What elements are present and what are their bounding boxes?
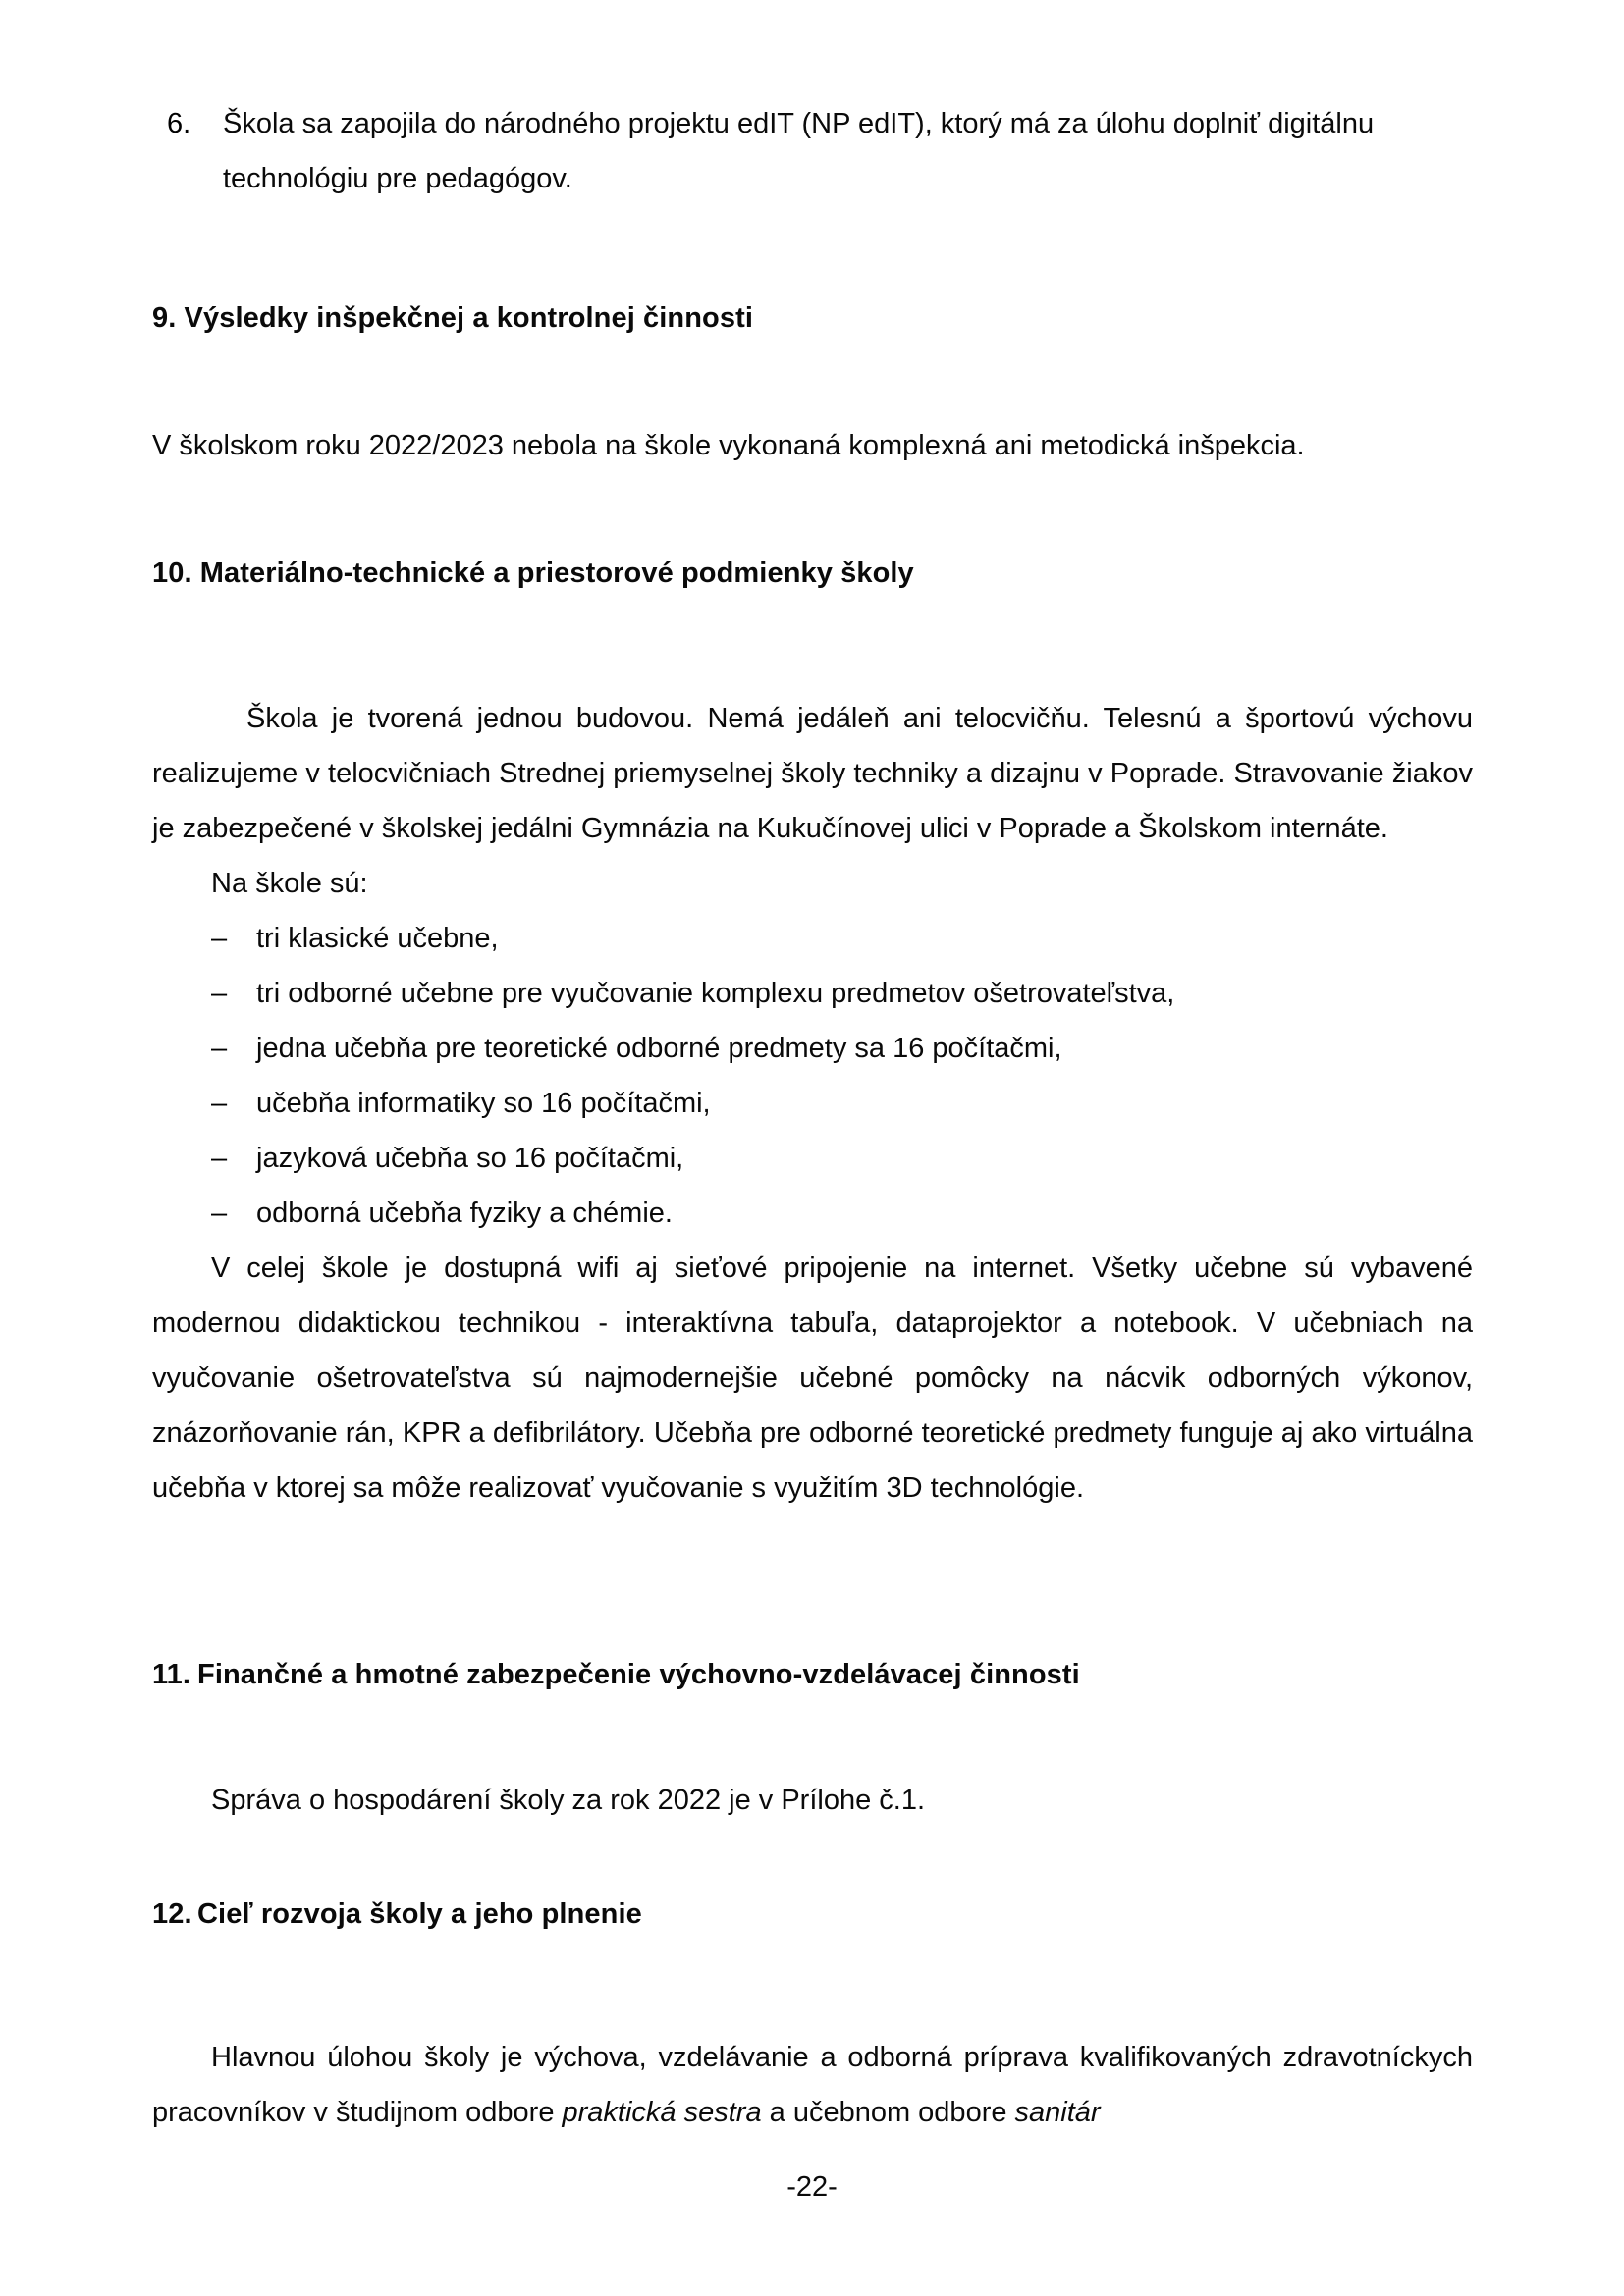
list-item-text: jazyková učebňa so 16 počítačmi, <box>256 1143 684 1174</box>
paragraph-italic-sanitar: sanitár <box>1014 2097 1101 2128</box>
paragraph-section-12 <box>152 2030 1473 2140</box>
heading-number: 11. <box>152 1659 191 1690</box>
list-item <box>152 1131 1473 1186</box>
dash-bullet-icon: – <box>211 1033 228 1064</box>
page-content <box>152 0 1473 2140</box>
dash-list-classrooms <box>152 911 1473 1241</box>
list-item-text: tri odborné učebne pre vyučovanie komplexu predmetov ošetrovateľstva, <box>256 978 1175 1009</box>
paragraph-section-11: Správa o hospodárení školy za rok 2022 je v Prílohe č.1. <box>211 1785 926 1816</box>
heading-section-10: 10. Materiálno-technické a priestorové podmienky školy <box>152 558 914 589</box>
top-margin-spacer <box>152 0 1473 63</box>
section-gap <box>152 206 1473 269</box>
paragraph-school-building: Škola je tvorená jednou budovou. Nemá jedáleň ani telocvičňu. Telesnú a športovú výchovu realizujeme v telocvičniach Strednej priemyselnej školy techniky a dizajnu v Poprade. Stravovanie žiakov je zabezpečené v školskej jedálni Gymnázia na Kukučínovej ulici v Poprade a Školskom internáte. <box>152 703 1473 844</box>
heading-section-9: 9. Výsledky inšpekčnej a kontrolnej činnosti <box>152 302 753 334</box>
section-gap <box>152 1828 1473 1873</box>
list-item-text: odborná učebňa fyziky a chémie. <box>256 1198 673 1229</box>
list-item-marker: 6. <box>167 108 191 139</box>
list-item <box>152 1186 1473 1241</box>
paragraph-equipment: V celej škole je dostupná wifi aj sieťové pripojenie na internet. Všetky učebne sú vybavené modernou didaktickou technikou - interaktívna tabuľa, dataprojektor a notebook. V učebniach na vyučovanie ošetrovateľstva sú najmodernejšie učebné pomôcky na nácvik odborných výkonov, znázorňovanie rán, KPR a defibrilátory. Učebňa pre odborné teoretické predmety funguje aj ako virtuálna učebňa v ktorej sa môže realizovať vyučovanie s využitím 3D technológie. <box>152 1253 1473 1504</box>
heading-gap <box>152 1702 1473 1765</box>
paragraph-run-2: a učebnom odbore <box>761 2097 1015 2128</box>
heading-gap <box>152 346 1473 408</box>
paragraph-na-skole-su: Na škole sú: <box>211 868 368 899</box>
list-item <box>152 96 1473 206</box>
dash-bullet-icon: – <box>211 923 228 954</box>
numbered-list-top <box>152 96 1473 206</box>
paragraph-run-1: Hlavnou úlohou školy je výchova, vzdelávanie a odborná príprava kvalifikovaných zdravotníckych pracovníkov v študijnom odbore <box>152 2042 1473 2128</box>
heading-section-12 <box>152 1887 1473 1942</box>
list-item-text: jedna učebňa pre teoretické odborné predmety sa 16 počítačmi, <box>256 1033 1062 1064</box>
list-item <box>152 1076 1473 1131</box>
paragraph-italic-praktricka-sestra: praktická sestra <box>562 2097 762 2128</box>
heading-text: Cieľ rozvoja školy a jeho plnenie <box>197 1898 642 1930</box>
heading-text: Finančné a hmotné zabezpečenie výchovno-vzdelávacej činnosti <box>197 1659 1080 1690</box>
heading-section-11 <box>152 1647 1473 1702</box>
heading-number: 12. <box>152 1898 192 1930</box>
dash-bullet-icon: – <box>211 1143 228 1174</box>
list-item <box>152 911 1473 966</box>
list-item <box>152 1021 1473 1076</box>
dash-bullet-icon: – <box>211 1088 228 1119</box>
dash-bullet-icon: – <box>211 978 228 1009</box>
heading-gap <box>152 1942 1473 2004</box>
list-item <box>152 966 1473 1021</box>
paragraph-section-9: V školskom roku 2022/2023 nebola na škole vykonaná komplexná ani metodická inšpekcia. <box>152 430 1305 461</box>
dash-bullet-icon: – <box>211 1198 228 1229</box>
page-number: -22- <box>786 2171 838 2203</box>
list-item-text: učebňa informatiky so 16 počítačmi, <box>256 1088 711 1119</box>
section-gap <box>152 473 1473 536</box>
list-item-text: tri klasické učebne, <box>256 923 499 954</box>
heading-gap <box>152 601 1473 664</box>
section-gap <box>152 1516 1473 1578</box>
list-item-text: Škola sa zapojila do národného projektu edIT (NP edIT), ktorý má za úlohu doplniť digitálnu technológiu pre pedagógov. <box>223 108 1375 194</box>
